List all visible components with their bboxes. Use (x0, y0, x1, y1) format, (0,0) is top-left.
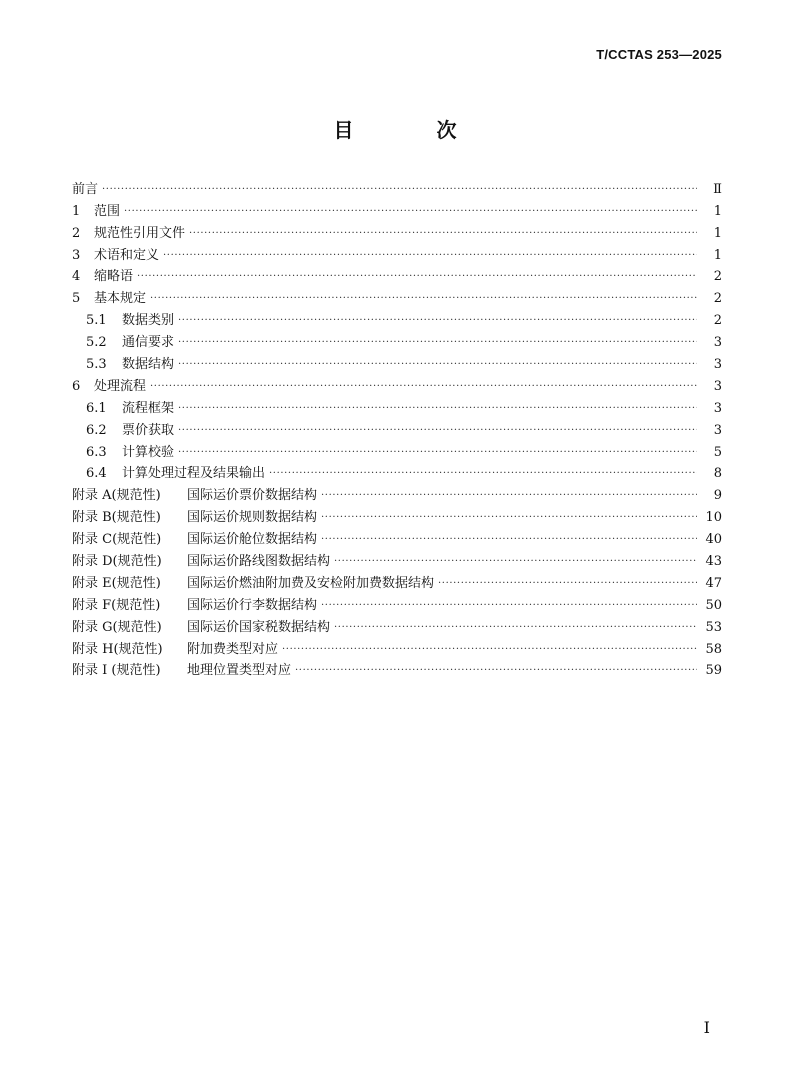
toc-entry-page: 1 (713, 225, 722, 241)
toc-entry-page: 53 (705, 619, 722, 635)
dot-leader (269, 466, 697, 484)
dot-leader (163, 248, 697, 266)
dot-leader (438, 576, 697, 594)
toc-entry-page: 2 (713, 313, 722, 329)
toc-entry-label: 术语和定义 (94, 247, 160, 263)
toc-entry[interactable] (72, 397, 722, 419)
dot-leader (321, 510, 697, 528)
toc-entry[interactable] (72, 550, 722, 572)
dot-leader (321, 532, 697, 550)
toc-entry-label: 国际运价燃油附加费及安检附加费数据结构 (187, 575, 435, 591)
dot-leader (178, 335, 697, 353)
toc-entry-page: 3 (713, 422, 722, 438)
toc-entry-label: 国际运价行李数据结构 (187, 597, 318, 613)
toc-entry-page: 2 (713, 269, 722, 285)
toc-entry[interactable] (72, 266, 722, 288)
toc-entry-number: 6.2 (86, 422, 107, 438)
dot-leader (321, 488, 697, 506)
toc-entry-label: 处理流程 (94, 378, 147, 394)
toc-entry-label: 缩略语 (94, 269, 134, 285)
toc-entry-number: 6.3 (86, 444, 107, 460)
dot-leader (150, 291, 697, 309)
toc-entry[interactable] (72, 244, 722, 266)
page-title: 目 次 (333, 118, 495, 142)
toc-entry-label: 国际运价路线图数据结构 (187, 554, 331, 570)
toc-entry-number: 6.1 (86, 400, 107, 416)
toc-entry-label: 通信要求 (122, 335, 175, 351)
toc-entry-page: 59 (705, 663, 722, 679)
toc-entry-label: 国际运价国家税数据结构 (187, 619, 331, 635)
toc-entry[interactable] (72, 441, 722, 463)
dot-leader (124, 204, 697, 222)
toc-entry[interactable] (72, 660, 722, 682)
toc-entry-page: 9 (713, 488, 722, 504)
toc-entry-page: 1 (713, 203, 722, 219)
toc-entry[interactable] (72, 463, 722, 485)
dot-leader (178, 445, 697, 463)
toc-entry-page: 3 (713, 335, 722, 351)
footer-page-number: I (703, 1018, 710, 1037)
dot-leader (178, 401, 697, 419)
dot-leader (334, 554, 697, 572)
toc-entry-page: 50 (705, 597, 722, 613)
toc-entry[interactable] (72, 572, 722, 594)
toc-entry[interactable] (72, 484, 722, 506)
toc-entry[interactable] (72, 419, 722, 441)
toc-entry[interactable] (72, 222, 722, 244)
toc-entry[interactable] (72, 594, 722, 616)
toc-entry-page: 47 (705, 575, 722, 591)
toc-entry-number: 附录 H(规范性) (72, 641, 163, 657)
toc-entry-label: 数据结构 (122, 357, 175, 373)
toc-entry-number: 5.1 (86, 313, 107, 329)
dot-leader (334, 620, 697, 638)
toc-entry-page: Ⅱ (713, 181, 722, 197)
dot-leader (178, 313, 697, 331)
toc-entry-number: 附录 C(规范性) (72, 532, 162, 548)
dot-leader (137, 269, 697, 287)
toc-entry-page: 43 (705, 554, 722, 570)
dot-leader (178, 357, 697, 375)
toc-entry[interactable] (72, 353, 722, 375)
toc-entry-page: 58 (705, 641, 722, 657)
table-of-contents (72, 178, 722, 681)
toc-entry-label: 基本规定 (94, 291, 147, 307)
toc-entry-page: 5 (713, 444, 722, 460)
toc-entry-label: 规范性引用文件 (94, 225, 186, 241)
toc-entry-number: 2 (72, 225, 81, 241)
toc-entry[interactable] (72, 178, 722, 200)
dot-leader (282, 642, 697, 660)
toc-entry-number: 3 (72, 247, 81, 263)
toc-entry[interactable] (72, 638, 722, 660)
toc-entry-number: 附录 A(规范性) (72, 488, 161, 504)
toc-entry-number: 5.2 (86, 335, 107, 351)
toc-entry-page: 1 (713, 247, 722, 263)
toc-entry-number: 5 (72, 291, 81, 307)
toc-entry-number: 附录 F(规范性) (72, 597, 161, 613)
toc-entry[interactable] (72, 528, 722, 550)
toc-entry-page: 3 (713, 378, 722, 394)
toc-entry-number: 1 (72, 203, 81, 219)
document-code: T/CCTAS 253—2025 (596, 47, 722, 62)
toc-entry[interactable] (72, 616, 722, 638)
dot-leader (189, 226, 697, 244)
toc-entry-label: 国际运价规则数据结构 (187, 510, 318, 526)
dot-leader (178, 423, 697, 441)
toc-entry-page: 8 (713, 466, 722, 482)
dot-leader (321, 598, 697, 616)
toc-entry-label: 前言 (72, 181, 99, 197)
toc-entry-number: 附录 I (规范性) (72, 663, 161, 679)
toc-entry-label: 地理位置类型对应 (187, 663, 292, 679)
toc-entry[interactable] (72, 375, 722, 397)
toc-entry-label: 票价获取 (122, 422, 175, 438)
toc-entry-number: 附录 E(规范性) (72, 575, 161, 591)
toc-entry-number: 5.3 (86, 357, 107, 373)
toc-entry-label: 数据类别 (122, 313, 175, 329)
toc-entry-label: 国际运价票价数据结构 (187, 488, 318, 504)
toc-entry-number: 附录 D(规范性) (72, 554, 162, 570)
dot-leader (102, 182, 697, 200)
toc-entry-number: 6 (72, 378, 81, 394)
toc-entry-label: 流程框架 (122, 400, 175, 416)
toc-entry-label: 附加费类型对应 (187, 641, 279, 657)
toc-entry-page: 3 (713, 400, 722, 416)
toc-entry-page: 10 (705, 510, 722, 526)
toc-entry-number: 附录 B(规范性) (72, 510, 161, 526)
dot-leader (295, 663, 697, 681)
toc-entry-label: 计算校验 (122, 444, 175, 460)
toc-entry-label: 计算处理过程及结果输出 (122, 466, 266, 482)
toc-entry[interactable] (72, 309, 722, 331)
toc-entry-number: 附录 G(规范性) (72, 619, 162, 635)
toc-entry[interactable] (72, 287, 722, 309)
toc-entry-label: 范围 (94, 203, 121, 219)
toc-entry[interactable] (72, 331, 722, 353)
toc-entry-label: 国际运价舱位数据结构 (187, 532, 318, 548)
toc-entry-page: 3 (713, 357, 722, 373)
toc-entry[interactable] (72, 506, 722, 528)
dot-leader (150, 379, 697, 397)
toc-entry-page: 40 (705, 532, 722, 548)
toc-entry-number: 6.4 (86, 466, 107, 482)
toc-entry-page: 2 (713, 291, 722, 307)
toc-entry-number: 4 (72, 269, 81, 285)
toc-entry[interactable] (72, 200, 722, 222)
